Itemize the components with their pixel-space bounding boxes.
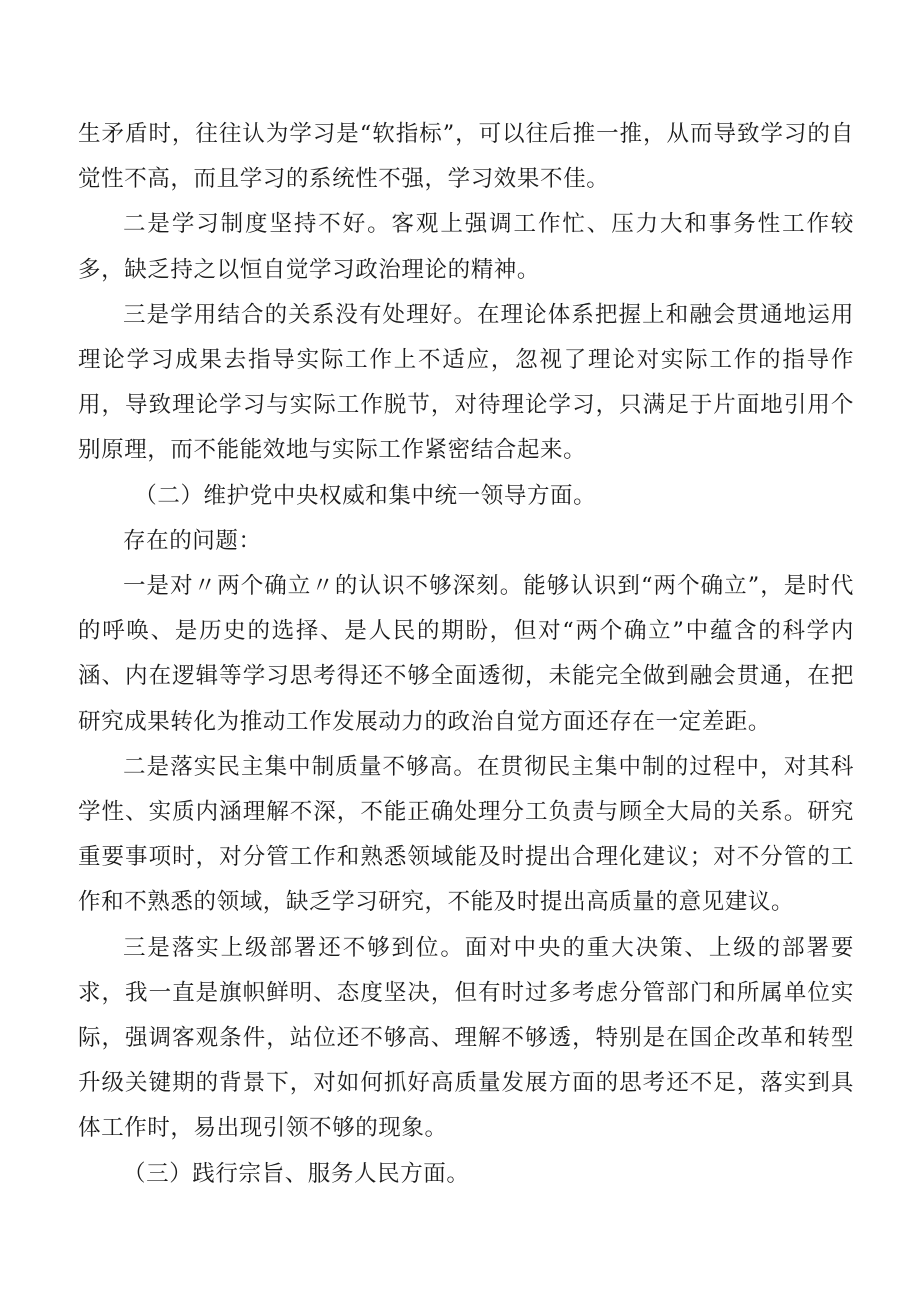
section-heading-three: （三）践行宗旨、服务人民方面。 bbox=[123, 1160, 470, 1187]
paragraph-problem-three: 三是落实上级部署还不够到位。面对中央的重大决策、上级的部署要求，我一直是旗帜鲜明、态度坚决，但有时过多考虑分管部门和所属单位实际，强调客观条件，站位还不够高、理解不够透，特别是在国企改革和转型升级关键期的背景下，对如何抓好高质量发展方面的思考还不足，落实到具体工作时，易出现引领不够的现象。 bbox=[78, 934, 854, 1142]
paragraph-problem-two: 二是落实民主集中制质量不够高。在贯彻民主集中制的过程中，对其科学性、实质内涵理解不深，不能正确处理分工负责与顾全大局的关系。研究重要事项时，对分管工作和熟悉领域能及时提出合理化建议；对不分管的工作和不熟悉的领域，缺乏学习研究，不能及时提出高质量的意见建议。 bbox=[78, 753, 854, 916]
document-body bbox=[78, 112, 854, 1197]
problems-label: 存在的问题： bbox=[123, 527, 262, 554]
paragraph-problem-one: 一是对〃两个确立〃的认识不够深刻。能够认识到“两个确立”，是时代的呼唤、是历史的选择、是人民的期盼，但对“两个确立”中蕴含的科学内涵、内在逻辑等学习思考得还不够全面透彻，未能完全做到融会贯通，在把研究成果转化为推动工作发展动力的政治自觉方面还存在一定差距。 bbox=[78, 573, 854, 735]
paragraph-continuation: 生矛盾时，往往认为学习是“软指标”，可以往后推一推，从而导致学习的自觉性不高，而且学习的系统性不强，学习效果不佳。 bbox=[78, 121, 854, 193]
paragraph-point-two: 二是学习制度坚持不好。客观上强调工作忙、压力大和事务性工作较多，缺乏持之以恒自觉学习政治理论的精神。 bbox=[78, 211, 854, 283]
paragraph-point-three: 三是学用结合的关系没有处理好。在理论体系把握上和融会贯通地运用理论学习成果去指导实际工作上不适应，忽视了理论对实际工作的指导作用，导致理论学习与实际工作脱节，对待理论学习，只满足于片面地引用个别原理，而不能能效地与实际工作紧密结合起来。 bbox=[78, 301, 854, 464]
section-heading-two: （二）维护党中央权威和集中统一领导方面。 bbox=[134, 482, 597, 509]
